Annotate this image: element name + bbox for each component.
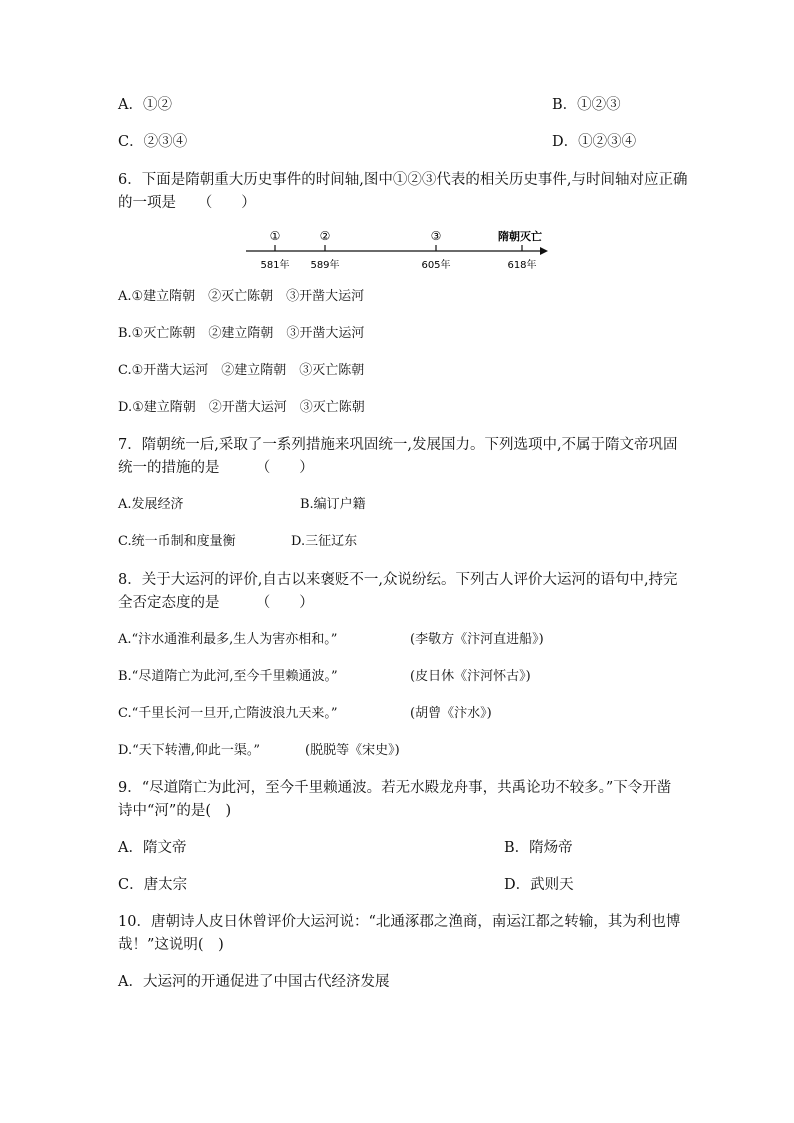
q7-option-c: C.统一币制和度量衡 <box>118 534 236 549</box>
q9-stem-line1: 9．“尽道隋亡为此河，至今千里赖通波。若无水殿龙舟事，共禹论功不较多。”下令开凿 <box>118 780 672 796</box>
q10-stem-line2: 哉！”这说明( ) <box>118 937 224 953</box>
q8-stem-line2: 全否定态度的是 （ ） <box>118 595 314 611</box>
q5-option-b: B．①②③ <box>552 97 621 113</box>
q8-option-c-source: (胡曾《汴水》) <box>410 706 492 721</box>
q5-option-a: A．①② <box>118 97 172 113</box>
q7-option-a: A.发展经济 <box>118 497 184 512</box>
q9-option-c: C．唐太宗 <box>118 877 188 893</box>
q6-option-d: D.①建立隋朝 ②开凿大运河 ③灭亡陈朝 <box>118 400 365 415</box>
q6-stem-line2: 的一项是 （ ） <box>118 195 256 211</box>
timeline-year-605: 605年 <box>421 260 451 271</box>
q9-stem-line2: 诗中“河”的是( ) <box>118 803 232 819</box>
q9-option-a: A．隋文帝 <box>118 840 187 856</box>
q10-stem-line1: 10．唐朝诗人皮日休曾评价大运河说：“北通涿郡之渔商，南运江都之转输，其为利也博 <box>118 914 681 930</box>
q6-timeline <box>240 224 560 272</box>
q9-option-b: B．隋炀帝 <box>504 840 573 856</box>
q8-option-c-quote: C.“千里长河一旦开,亡隋波浪九天来。” <box>118 706 338 721</box>
q8-option-b-source: (皮日休《汴河怀古》) <box>410 669 531 684</box>
q7-stem-line1: 7．隋朝统一后,采取了一系列措施来巩固统一,发展国力。下列选项中,不属于隋文帝巩固 <box>118 437 678 453</box>
q5-option-d: D．①②③④ <box>552 134 637 150</box>
q8-option-a-source: (李敬方《汴河直进船》) <box>410 632 544 647</box>
q5-option-c: C．②③④ <box>118 134 188 150</box>
q7-option-b: B.编订户籍 <box>300 497 366 512</box>
q6-option-a: A.①建立隋朝 ②灭亡陈朝 ③开凿大运河 <box>118 289 365 304</box>
timeline-marker-fall: 隋朝灭亡 <box>498 230 542 243</box>
q8-stem-line1: 8．关于大运河的评价,自古以来褒贬不一,众说纷纭。下列古人评价大运河的语句中,持完 <box>118 572 678 588</box>
timeline-year-618: 618年 <box>507 260 537 271</box>
q8-option-d-source: (脱脱等《宋史》) <box>305 743 400 758</box>
q10-option-a: A．大运河的开通促进了中国古代经济发展 <box>118 974 390 990</box>
q6-option-b: B.①灭亡陈朝 ②建立隋朝 ③开凿大运河 <box>118 326 365 341</box>
q8-option-b-quote: B.“尽道隋亡为此河,至今千里赖通波。” <box>118 669 338 684</box>
q6-option-c: C.①开凿大运河 ②建立隋朝 ③灭亡陈朝 <box>118 363 365 378</box>
timeline-year-589: 589年 <box>310 260 340 271</box>
timeline-year-581: 581年 <box>260 260 290 271</box>
q6-stem-line1: 6．下面是隋朝重大历史事件的时间轴,图中①②③代表的相关历史事件,与时间轴对应正确 <box>118 172 688 188</box>
timeline-marker-3: ③ <box>430 229 442 243</box>
timeline-marker-1: ① <box>269 229 281 243</box>
q7-stem-line2: 统一的措施的是 （ ） <box>118 460 314 476</box>
q8-option-d-quote: D.“天下转漕,仰此一渠。” <box>118 743 261 758</box>
q8-option-a-quote: A.“汴水通淮利最多,生人为害亦相和。” <box>118 632 338 647</box>
q7-option-d: D.三征辽东 <box>291 534 358 549</box>
timeline-marker-2: ② <box>319 229 331 243</box>
q9-option-d: D．武则天 <box>504 877 574 893</box>
